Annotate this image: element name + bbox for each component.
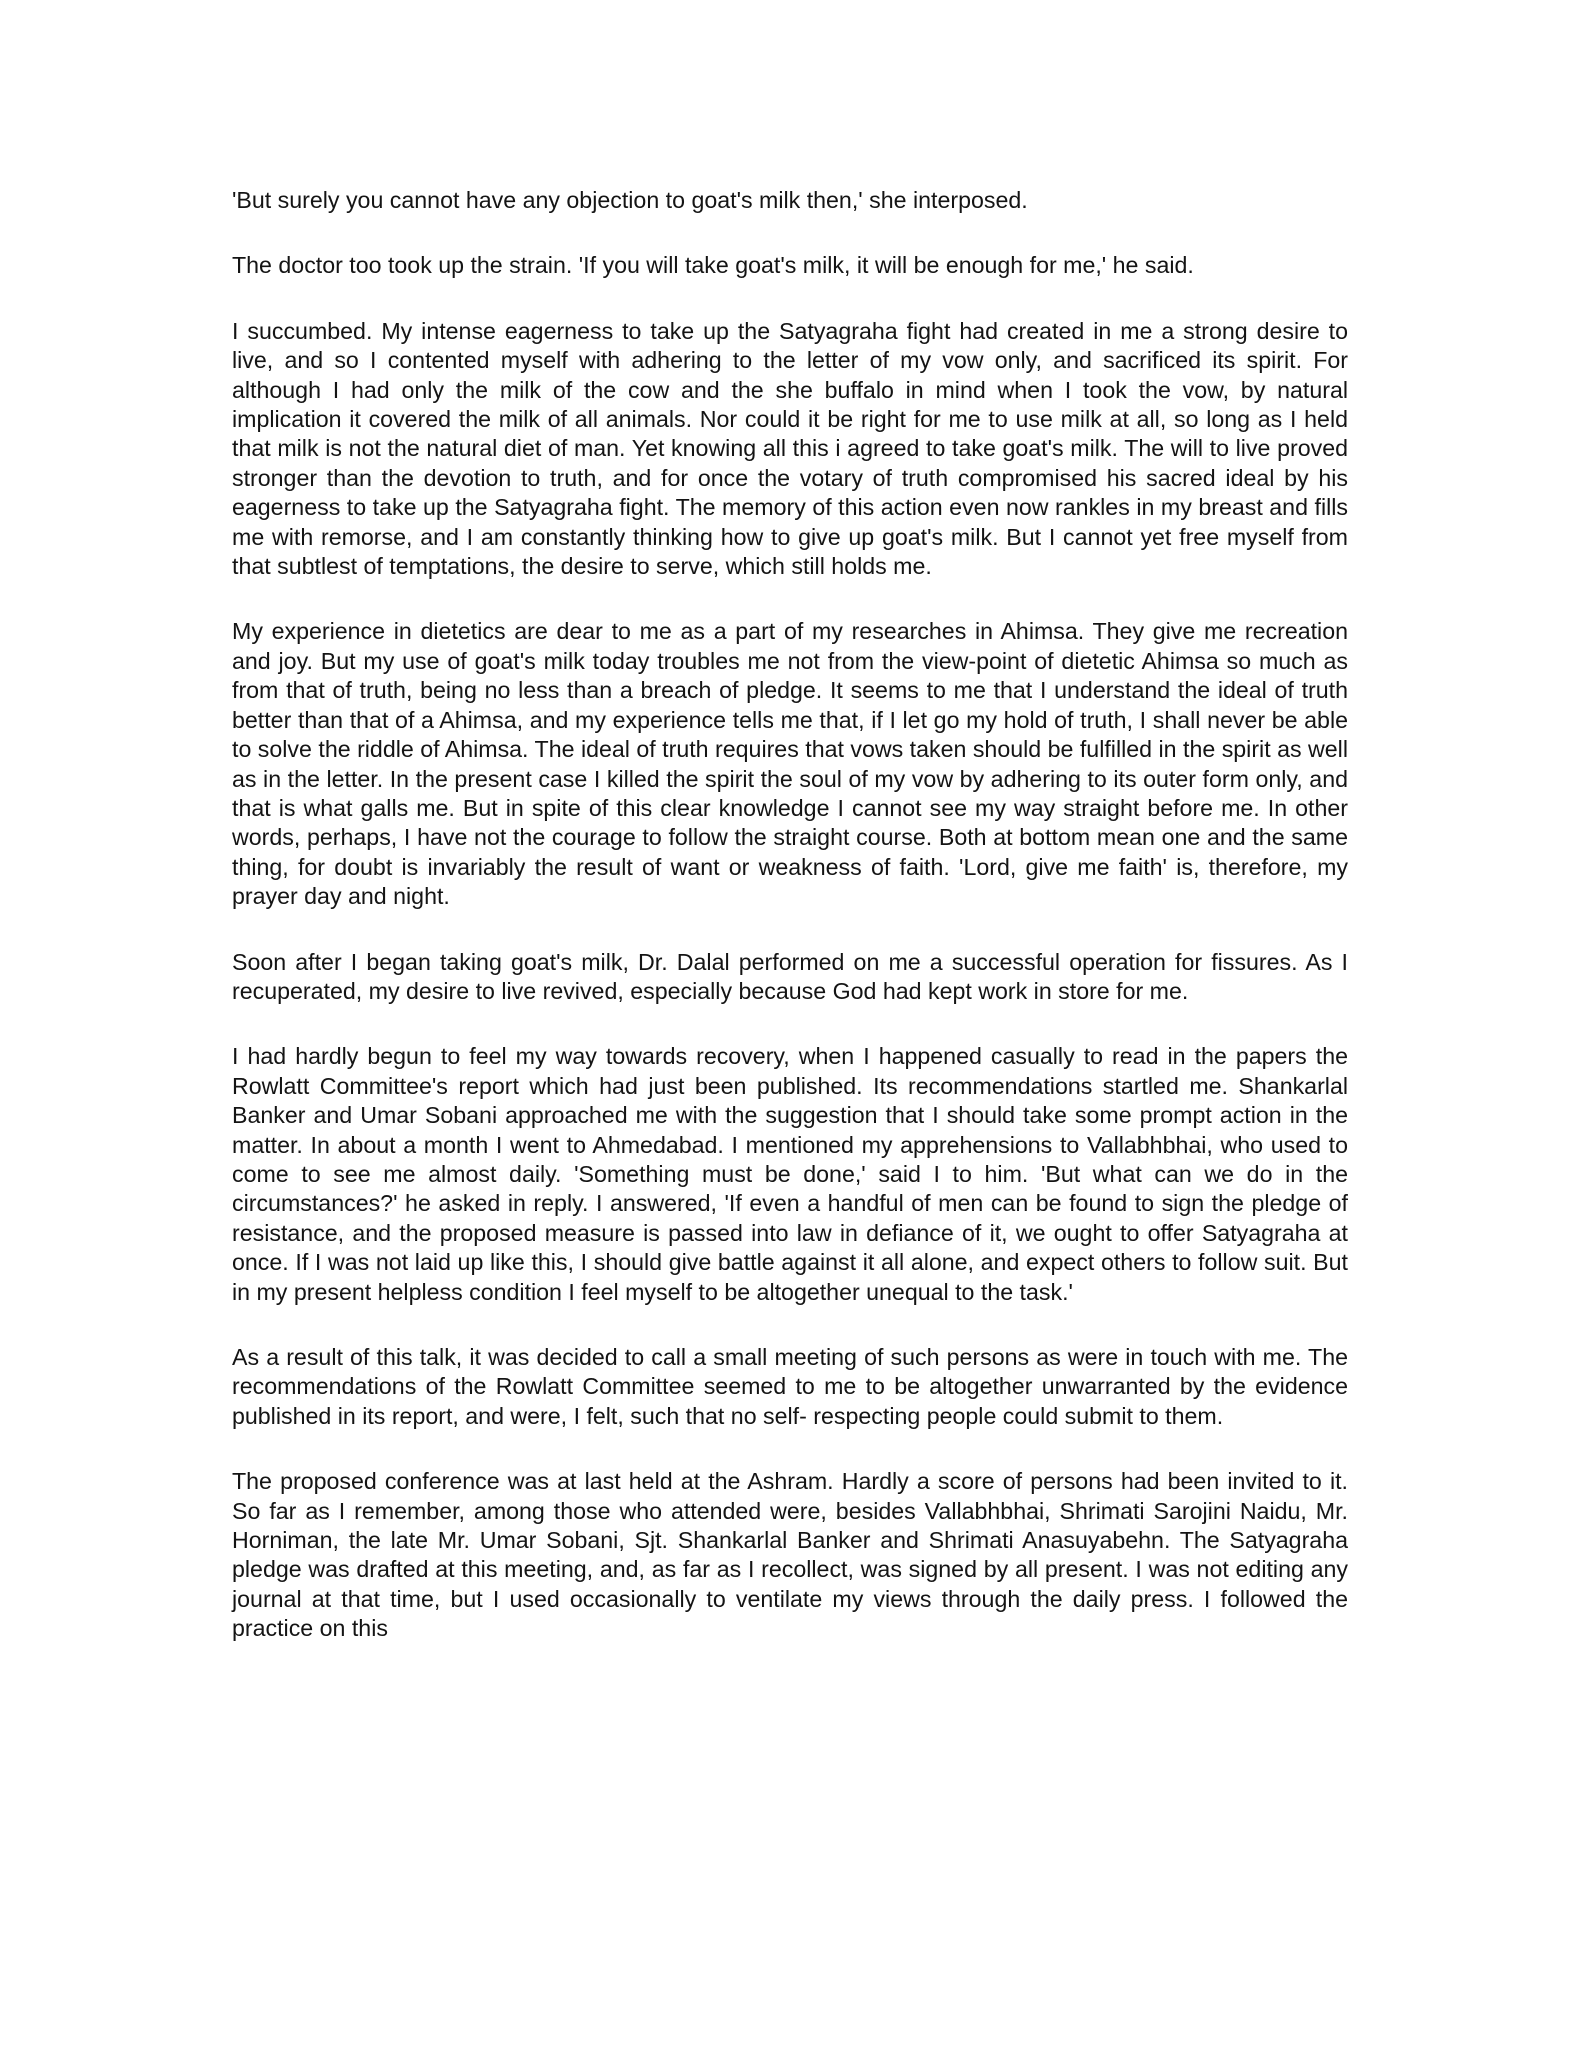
- paragraph-rowlatt-report: I had hardly begun to feel my way towards recovery, when I happened casually to read in the papers the Rowlatt Committee's report which had just been published. Its recommendations startled me. Shankarlal Banker and Umar Sobani approached me with the suggestion that I should take some prompt action in the matter. In about a month I went to Ahmedabad. I mentioned my apprehensions to Vallabhbhai, who used to come to see me almost daily. 'Something must be done,' said I to him. 'But what can we do in the circumstances?' he asked in reply. I answered, 'If even a handful of men can be found to sign the pledge of resistance, and the proposed measure is passed into law in defiance of it, we ought to offer Satyagraha at once. If I was not laid up like this, I should give battle against it all alone, and expect others to follow suit. But in my present helpless condition I feel myself to be altogether unequal to the task.': [232, 1043, 1348, 1305]
- paragraph-goats-milk-objection: 'But surely you cannot have any objection to goat's milk then,' she interposed.: [232, 187, 1028, 213]
- text-body: [232, 186, 1348, 1644]
- paragraph-ashram-conference: The proposed conference was at last held at the Ashram. Hardly a score of persons had been invited to it. So far as I remember, among those who attended were, besides Vallabhbhai, Shrimati Sarojini Naidu, Mr. Horniman, the late Mr. Umar Sobani, Sjt. Shankarlal Banker and Shrimati Anasuyabehn. The Satyagraha pledge was drafted at this meeting, and, as far as I recollect, was signed by all present. I was not editing any journal at that time, but I used occasionally to ventilate my views through the daily press. I followed the practice on this: [232, 1468, 1348, 1642]
- paragraph-operation-fissures: Soon after I began taking goat's milk, Dr. Dalal performed on me a successful operation for fissures. As I recuperated, my desire to live revived, especially because God had kept work in store for me.: [232, 948, 1348, 1004]
- paragraph-dietetics-ahimsa: My experience in dietetics are dear to me as a part of my researches in Ahimsa. They give me recreation and joy. But my use of goat's milk today troubles me not from the view-point of dietetic Ahimsa so much as from that of truth, being no less than a breach of pledge. It seems to me that I understand the ideal of truth better than that of a Ahimsa, and my experience tells me that, if I let go my hold of truth, I shall never be able to solve the riddle of Ahimsa. The ideal of truth requires that vows taken should be fulfilled in the spirit as well as in the letter. In the present case I killed the spirit the soul of my vow by adhering to its outer form only, and that is what galls me. But in spite of this clear knowledge I cannot see my way straight before me. In other words, perhaps, I have not the courage to follow the straight course. Both at bottom mean one and the same thing, for doubt is invariably the result of want or weakness of faith. 'Lord, give me faith' is, therefore, my prayer day and night.: [232, 618, 1348, 910]
- paragraph-doctor-strain: The doctor too took up the strain. 'If you will take goat's milk, it will be enough for me,' he said.: [232, 252, 1194, 279]
- paragraph-succumbed: I succumbed. My intense eagerness to take up the Satyagraha fight had created in me a strong desire to live, and so I contented myself with adhering to the letter of my vow only, and sacrificed its spirit. For although I had only the milk of the cow and the she buffalo in mind when I took the vow, by natural implication it covered the milk of all animals. Nor could it be right for me to use milk at all, so long as I held that milk is not the natural diet of man. Yet knowing all this i agreed to take goat's milk. The will to live proved stronger than the devotion to truth, and for once the votary of truth compromised his sacred ideal by his eagerness to take up the Satyagraha fight. The memory of this action even now rankles in my breast and fills me with remorse, and I am constantly thinking how to give up goat's milk. But I cannot yet free myself from that subtlest of temptations, the desire to serve, which still holds me.: [232, 317, 1348, 580]
- paragraph-small-meeting: As a result of this talk, it was decided to call a small meeting of such persons as were in touch with me. The recommendations of the Rowlatt Committee seemed to me to be altogether unwarranted by the evidence published in its report, and were, I felt, such that no self- respecting people could submit to them.: [232, 1344, 1348, 1429]
